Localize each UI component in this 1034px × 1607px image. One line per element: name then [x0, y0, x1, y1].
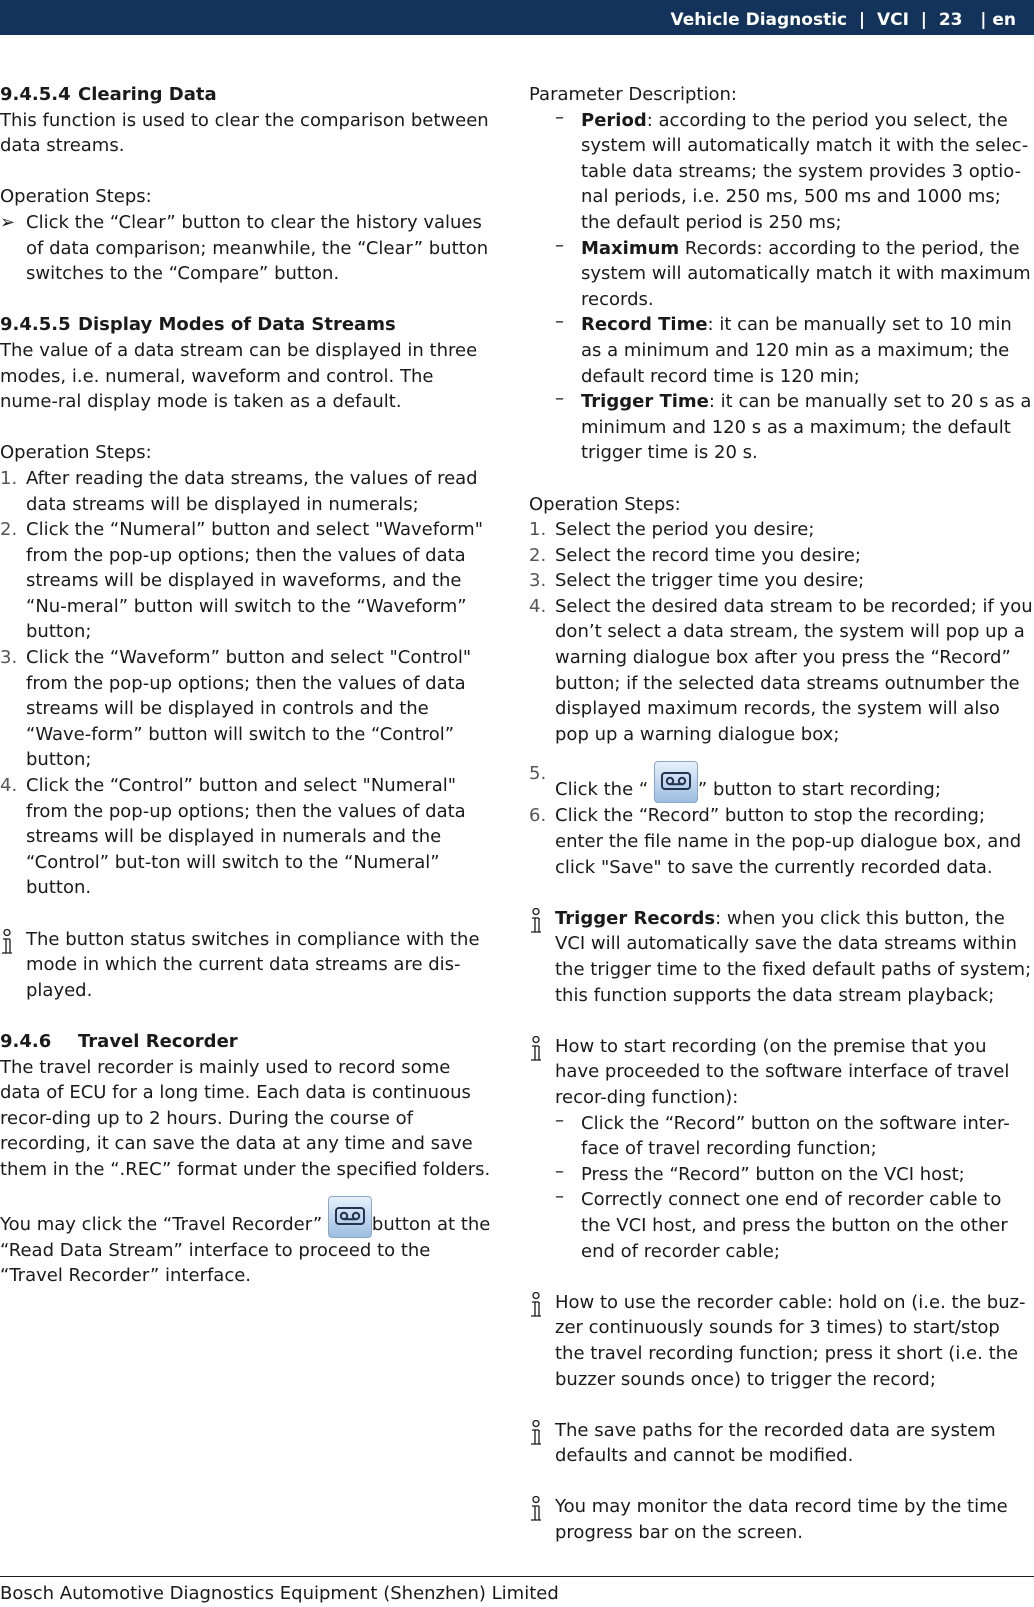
- param-label: Parameter Description:: [529, 84, 737, 105]
- list-item: 1. After reading the data streams, the values of read data streams will be displayed in numerals;: [0, 467, 478, 515]
- param-item: – Trigger Time: it can be manually set to 20 s as a minimum and 120 s as a maximum; the default trigger time is 20 s.: [555, 388, 1032, 464]
- list-item: 3. Click the “Waveform” button and select "Control" from the pop-up options; then the values of data streams will be displayed in controls and the “Wave-form” button will switch to the “Control” button;: [0, 647, 472, 771]
- list-item: ➢ Click the “Clear” button to clear the history values of data comparison; meanwhile, the “Clear” button switches to the “Compare” button.: [0, 211, 489, 285]
- list-item: 2. Click the “Numeral” button and select "Waveform" from the pop-up options; then the values of data streams will be displayed in waveforms, and the “Nu-meral” button will switch to the “Waveform” button;: [0, 519, 483, 643]
- info-icon: [529, 908, 545, 934]
- list-item: 4. Select the desired data stream to be recorded; if you don’t select a data stream, the system will pop up a warning dialogue box after you press the “Record” button; if the selected data streams outnumber the displayed maximum records, the system will also pop up a warning dialogue box;: [529, 595, 1033, 745]
- list-item: – Press the “Record” button on the VCI host;: [555, 1160, 965, 1185]
- info-note: The save paths for the recorded data are system defaults and cannot be modified.: [529, 1418, 1034, 1469]
- info-note: Trigger Records: when you click this button, the VCI will automatically save the data streams within the trigger time to the fixed default paths of system; this function supports the data stream playback;: [529, 906, 1034, 1008]
- header-text: Vehicle Diagnostic | VCI | 23 | en: [670, 10, 1016, 30]
- list-item: 6. Click the “Record” button to stop the recording; enter the file name in the pop-up dialogue box, and click "Save" to save the currently recorded data.: [529, 805, 1022, 878]
- info-icon: [529, 1292, 545, 1318]
- info-note: The button status switches in compliance with the mode in which the current data streams are dis-played.: [0, 927, 496, 1004]
- param-item: – Maximum Records: according to the period, the system will automatically match it with maximum records.: [555, 234, 1031, 310]
- list-item: 2. Select the record time you desire;: [529, 544, 861, 566]
- page-footer: Bosch Automotive Diagnostics Equipment (Shenzhen) Limited: [0, 1583, 559, 1604]
- steps-label: Operation Steps:: [0, 186, 152, 208]
- info-icon: [529, 1420, 545, 1446]
- travel-recorder-instruction: You may click the “Travel Recorder” button at the “Read Data Stream” interface to proceed to the “Travel Recorder” interface.: [0, 1196, 496, 1289]
- list-item: 5. Click the “ ” button to start recording;: [529, 761, 1034, 803]
- list-item: – Correctly connect one end of recorder cable to the VCI host, and press the button on the other end of recorder cable;: [555, 1186, 1008, 1262]
- right-column: [529, 82, 1034, 1546]
- info-note: How to use the recorder cable: hold on (i.e. the buz-zer continuously sounds for 3 times) to start/stop the travel recording function; press it short (i.e. the buzzer sounds once) to trigger the record;: [529, 1290, 1034, 1392]
- info-icon: [529, 1036, 545, 1062]
- page-header: [0, 0, 1034, 35]
- footer-divider: [0, 1576, 1034, 1577]
- section-body: The travel recorder is mainly used to record some data of ECU for a long time. Each data is continuous recor-ding up to 2 hours. During the course of recording, it can save the data at any time and save them in the “.REC” format under the specified folders.: [0, 1056, 491, 1180]
- cassette-recorder-icon: [654, 761, 698, 803]
- section-body: The value of a data stream can be displayed in three modes, i.e. numeral, waveform and control. The nume-ral display mode is taken as a default.: [0, 339, 478, 413]
- param-item: – Period: according to the period you select, the system will automatically match it with the selec-table data streams; the system provides 3 optio-nal periods, i.e. 250 ms, 500 ms and 1000 ms; the default period is 250 ms;: [555, 106, 1029, 233]
- cassette-recorder-icon: [328, 1196, 372, 1238]
- param-item: – Record Time: it can be manually set to 10 min as a minimum and 120 min as a maximum; the default record time is 120 min;: [555, 311, 1012, 387]
- list-item: 4. Click the “Control” button and select "Numeral" from the pop-up options; then the values of data streams will be displayed in numerals and the “Control” but-ton will switch to the “Numeral” button.: [0, 775, 466, 899]
- steps-label: Operation Steps:: [529, 493, 681, 515]
- list-item: – Click the “Record” button on the software inter-face of travel recording function;: [555, 1109, 1010, 1160]
- section-heading-display-modes: 9.4.5.5 Display Modes of Data Streams: [0, 314, 396, 336]
- info-note: How to start recording (on the premise that you have proceeded to the software interface of travel recor-ding function):: [529, 1034, 1034, 1111]
- left-column: [0, 82, 496, 1289]
- list-item: 1. Select the period you desire;: [529, 519, 815, 541]
- info-icon: [0, 929, 16, 955]
- steps-label: Operation Steps:: [0, 442, 152, 464]
- info-icon: [529, 1496, 545, 1522]
- section-heading-clearing-data: 9.4.5.4 Clearing Data: [0, 84, 217, 105]
- section-heading-travel-recorder: 9.4.6 Travel Recorder: [0, 1030, 238, 1052]
- list-item: 3. Select the trigger time you desire;: [529, 570, 865, 592]
- info-note: You may monitor the data record time by the time progress bar on the screen.: [529, 1494, 1034, 1545]
- section-body: This function is used to clear the comparison between data streams.: [0, 109, 489, 157]
